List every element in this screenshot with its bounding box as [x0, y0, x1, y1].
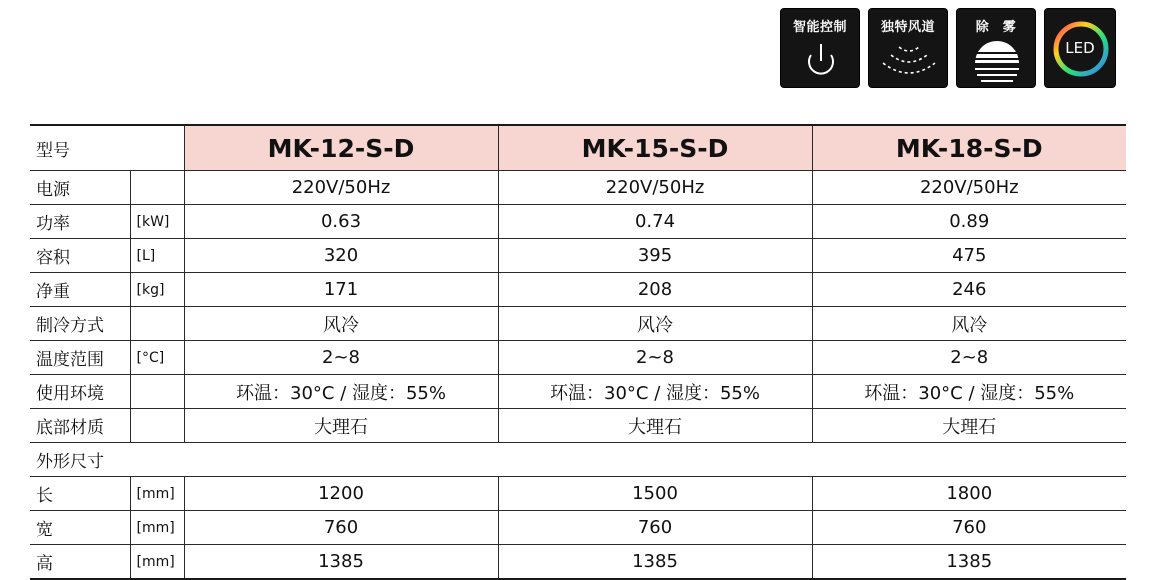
- section-label: 外形尺寸: [30, 443, 130, 477]
- param-unit: [130, 171, 184, 205]
- param-value: 2~8: [184, 341, 498, 375]
- param-value: 760: [184, 511, 498, 545]
- param-value: 大理石: [498, 409, 812, 443]
- badge-label: 除 雾: [975, 20, 1017, 35]
- param-value: 1200: [184, 477, 498, 511]
- table-row: [30, 477, 1126, 511]
- spec-table: [30, 124, 1126, 580]
- table-row: [30, 511, 1126, 545]
- param-unit: [mm]: [130, 545, 184, 580]
- table-row: [30, 239, 1126, 273]
- param-value: 0.89: [812, 205, 1126, 239]
- table-row: [30, 545, 1126, 580]
- param-value: 风冷: [812, 307, 1126, 341]
- param-label: 容积: [30, 239, 130, 273]
- table-row: [30, 341, 1126, 375]
- param-label: 制冷方式: [30, 307, 130, 341]
- param-label: 高: [30, 545, 130, 580]
- param-value: 大理石: [812, 409, 1126, 443]
- param-value: 475: [812, 239, 1126, 273]
- model-name: MK-12-S-D: [184, 125, 498, 171]
- param-label: 宽: [30, 511, 130, 545]
- param-unit: [L]: [130, 239, 184, 273]
- defog-badge: [956, 8, 1036, 88]
- param-label: 净重: [30, 273, 130, 307]
- param-label: 使用环境: [30, 375, 130, 409]
- param-unit: [mm]: [130, 511, 184, 545]
- table-row: [30, 409, 1126, 443]
- param-value: 0.74: [498, 205, 812, 239]
- param-value: 395: [498, 239, 812, 273]
- param-unit: [kW]: [130, 205, 184, 239]
- param-value: 环温：30°C / 湿度：55%: [812, 375, 1126, 409]
- param-value: 1385: [184, 545, 498, 580]
- table-row: [30, 171, 1126, 205]
- param-value: 208: [498, 273, 812, 307]
- param-value: 1500: [498, 477, 812, 511]
- model-header-row: [30, 125, 1126, 171]
- airflow-badge: [868, 8, 948, 88]
- param-unit: [130, 375, 184, 409]
- feature-badges: [780, 8, 1116, 88]
- param-label: 底部材质: [30, 409, 130, 443]
- param-value: 1800: [812, 477, 1126, 511]
- param-label: 长: [30, 477, 130, 511]
- badge-label: 智能控制: [792, 20, 847, 35]
- empty-cell: [812, 443, 1126, 477]
- unit-cell: [130, 125, 184, 171]
- param-value: 246: [812, 273, 1126, 307]
- param-value: 171: [184, 273, 498, 307]
- led-badge: [1044, 8, 1116, 88]
- param-label: 电源: [30, 171, 130, 205]
- defog-icon: [957, 9, 1037, 89]
- param-unit: [kg]: [130, 273, 184, 307]
- smart-control-badge: [780, 8, 860, 88]
- param-value: 环温：30°C / 湿度：55%: [498, 375, 812, 409]
- param-value: 320: [184, 239, 498, 273]
- empty-cell: [498, 443, 812, 477]
- badge-label: 独特风道: [880, 20, 935, 35]
- param-value: 环温：30°C / 湿度：55%: [184, 375, 498, 409]
- param-value: 大理石: [184, 409, 498, 443]
- param-value: 2~8: [498, 341, 812, 375]
- param-value: 1385: [812, 545, 1126, 580]
- model-name: MK-18-S-D: [812, 125, 1126, 171]
- table-row: [30, 273, 1126, 307]
- param-value: 2~8: [812, 341, 1126, 375]
- param-label: 功率: [30, 205, 130, 239]
- section-row: [30, 443, 1126, 477]
- param-value: 760: [498, 511, 812, 545]
- param-value: 760: [812, 511, 1126, 545]
- param-value: 220V/50Hz: [184, 171, 498, 205]
- unit-cell: [130, 443, 184, 477]
- power-icon: [781, 9, 861, 89]
- param-value: 220V/50Hz: [812, 171, 1126, 205]
- led-label: LED: [1065, 39, 1095, 57]
- param-unit: [°C]: [130, 341, 184, 375]
- param-value: 风冷: [184, 307, 498, 341]
- model-label: 型号: [30, 125, 130, 171]
- param-unit: [mm]: [130, 477, 184, 511]
- param-value: 风冷: [498, 307, 812, 341]
- param-unit: [130, 307, 184, 341]
- table-row: [30, 375, 1126, 409]
- param-value: 220V/50Hz: [498, 171, 812, 205]
- param-label: 温度范围: [30, 341, 130, 375]
- param-value: 1385: [498, 545, 812, 580]
- param-unit: [130, 409, 184, 443]
- empty-cell: [184, 443, 498, 477]
- table-row: [30, 307, 1126, 341]
- airflow-icon: [869, 9, 949, 89]
- param-value: 0.63: [184, 205, 498, 239]
- model-name: MK-15-S-D: [498, 125, 812, 171]
- table-row: [30, 205, 1126, 239]
